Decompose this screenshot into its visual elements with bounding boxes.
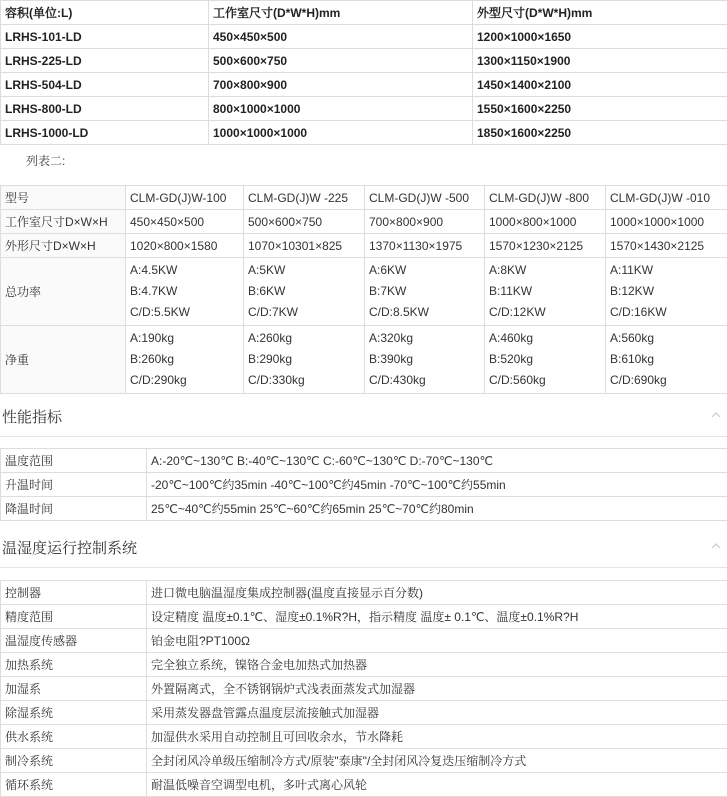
row-label: 控制器 xyxy=(1,581,147,605)
table-row xyxy=(1,677,727,701)
chevron-up-icon[interactable] xyxy=(711,541,721,551)
cell-line: B:11KW xyxy=(489,284,533,298)
performance-table xyxy=(0,448,727,521)
table-cell: 450×450×500 xyxy=(126,210,244,234)
cell-line: C/D:16KW xyxy=(610,305,667,319)
row-value: 耐温低噪音空调型电机，多叶式离心风轮 xyxy=(147,773,727,797)
cell-line: A:11KW xyxy=(610,263,654,277)
row-value: 进口微电脑温湿度集成控制器(温度直接显示百分数) xyxy=(147,581,727,605)
table-cell xyxy=(485,258,606,326)
row-label: 除湿系统 xyxy=(1,701,147,725)
table-cell: LRHS-101-LD xyxy=(1,25,209,49)
row-label: 总功率 xyxy=(1,258,126,326)
section-header-performance[interactable] xyxy=(0,396,727,437)
cell-line: A:190kg xyxy=(130,331,175,345)
cell-line: A:320kg xyxy=(369,331,414,345)
row-label: 循环系统 xyxy=(1,773,147,797)
control-system-table xyxy=(0,580,727,797)
table-row xyxy=(1,234,727,258)
cell-line: A:6KW xyxy=(369,263,407,277)
table-cell: CLM-GD(J)W-100 xyxy=(126,186,244,210)
row-label: 型号 xyxy=(1,186,126,210)
table-row xyxy=(1,258,727,326)
table-row xyxy=(1,629,727,653)
row-label: 加热系统 xyxy=(1,653,147,677)
table-cell: 1200×1000×1650 xyxy=(473,25,727,49)
table-cell: CLM-GD(J)W -500 xyxy=(365,186,485,210)
cell-line: A:560kg xyxy=(610,331,655,345)
table-row xyxy=(1,73,727,97)
table-row xyxy=(1,473,727,497)
table-row xyxy=(1,186,727,210)
row-value: 加湿供水采用自动控制且可回收余水，节水降耗 xyxy=(147,725,727,749)
section-title: 温湿度运行控制系统 xyxy=(2,540,138,557)
cell-line: A:8KW xyxy=(489,263,527,277)
row-value: 25℃~40℃约55min 25℃~60℃约65min 25℃~70℃约80min xyxy=(147,497,727,521)
table-row xyxy=(1,653,727,677)
table-cell: 1450×1400×2100 xyxy=(473,73,727,97)
cell-line: A:260kg xyxy=(248,331,293,345)
table-row xyxy=(1,605,727,629)
table-cell: 700×800×900 xyxy=(209,73,473,97)
row-label: 温度范围 xyxy=(1,449,147,473)
section-title: 性能指标 xyxy=(2,409,63,426)
cell-line: C/D:7KW xyxy=(248,305,299,319)
table-cell: 1000×800×1000 xyxy=(485,210,606,234)
table-row xyxy=(1,210,727,234)
header-cell: 容积(单位:L) xyxy=(1,1,209,25)
cell-line: C/D:12KW xyxy=(489,305,546,319)
cell-line: B:610kg xyxy=(610,352,655,366)
table-cell xyxy=(126,258,244,326)
row-label: 升温时间 xyxy=(1,473,147,497)
row-label: 外形尺寸D×W×H xyxy=(1,234,126,258)
header-cell: 工作室尺寸(D*W*H)mm xyxy=(209,1,473,25)
table-cell xyxy=(244,258,365,326)
cell-line: B:290kg xyxy=(248,352,293,366)
table-cell: 1570×1430×2125 xyxy=(606,234,727,258)
table-cell: 1020×800×1580 xyxy=(126,234,244,258)
table-cell: 800×1000×1000 xyxy=(209,97,473,121)
table-row xyxy=(1,326,727,394)
cell-line: A:4.5KW xyxy=(130,263,178,277)
table-cell xyxy=(606,326,727,394)
row-value: 全封闭风冷单级压缩制冷方式/原装"泰康"/全封闭风冷复迭压缩制冷方式 xyxy=(147,749,727,773)
table-cell xyxy=(126,326,244,394)
cell-line: B:7KW xyxy=(369,284,407,298)
table-cell: 1570×1230×2125 xyxy=(485,234,606,258)
row-value: 铂金电阻?PT100Ω xyxy=(147,629,727,653)
chevron-up-icon[interactable] xyxy=(711,410,721,420)
table-cell: CLM-GD(J)W -225 xyxy=(244,186,365,210)
cell-line: B:4.7KW xyxy=(130,284,178,298)
cell-line: C/D:5.5KW xyxy=(130,305,191,319)
table-row xyxy=(1,773,727,797)
header-cell: 外型尺寸(D*W*H)mm xyxy=(473,1,727,25)
section-header-control-system[interactable] xyxy=(0,527,727,568)
table-cell: 1370×1130×1975 xyxy=(365,234,485,258)
cell-line: B:6KW xyxy=(248,284,286,298)
spec-table xyxy=(0,185,727,394)
table-cell: 700×800×900 xyxy=(365,210,485,234)
table-cell: LRHS-1000-LD xyxy=(1,121,209,145)
row-label: 供水系统 xyxy=(1,725,147,749)
cell-line: B:520kg xyxy=(489,352,534,366)
table-row xyxy=(1,449,727,473)
row-value: A:-20℃~130℃ B:-40℃~130℃ C:-60℃~130℃ D:-70℃~130℃ xyxy=(147,449,727,473)
cell-line: B:260kg xyxy=(130,352,175,366)
table-cell: LRHS-504-LD xyxy=(1,73,209,97)
cell-line: C/D:690kg xyxy=(610,373,667,387)
table-row xyxy=(1,701,727,725)
cell-line: C/D:560kg xyxy=(489,373,546,387)
row-value: -20℃~100℃约35min -40℃~100℃约45min -70℃~100℃约55min xyxy=(147,473,727,497)
capacity-table xyxy=(0,0,727,145)
table-cell xyxy=(365,326,485,394)
table-cell: 1850×1600×2250 xyxy=(473,121,727,145)
cell-line: B:390kg xyxy=(369,352,414,366)
row-value: 外置隔离式，全不锈钢锅炉式浅表面蒸发式加湿器 xyxy=(147,677,727,701)
table-cell: 450×450×500 xyxy=(209,25,473,49)
table-cell: 500×600×750 xyxy=(244,210,365,234)
table-cell xyxy=(485,326,606,394)
table-row xyxy=(1,725,727,749)
table-cell: 1070×10301×825 xyxy=(244,234,365,258)
table-cell xyxy=(244,326,365,394)
table-cell: LRHS-800-LD xyxy=(1,97,209,121)
list-caption: 列表二: xyxy=(26,154,66,168)
table-row xyxy=(1,25,727,49)
row-value: 采用蒸发器盘管露点温度层流接触式加湿器 xyxy=(147,701,727,725)
table-cell xyxy=(606,258,727,326)
table-row xyxy=(1,97,727,121)
cell-line: C/D:430kg xyxy=(369,373,426,387)
cell-line: A:5KW xyxy=(248,263,286,277)
table-row xyxy=(1,121,727,145)
row-label: 精度范围 xyxy=(1,605,147,629)
table-cell: CLM-GD(J)W -010 xyxy=(606,186,727,210)
cell-line: C/D:8.5KW xyxy=(369,305,430,319)
cell-line: C/D:290kg xyxy=(130,373,187,387)
table-row xyxy=(1,49,727,73)
table-row xyxy=(1,749,727,773)
table-row xyxy=(1,497,727,521)
table-cell: 1300×1150×1900 xyxy=(473,49,727,73)
cell-line: B:12KW xyxy=(610,284,655,298)
row-label: 工作室尺寸D×W×H xyxy=(1,210,126,234)
table-cell: 1550×1600×2250 xyxy=(473,97,727,121)
table-cell: 1000×1000×1000 xyxy=(606,210,727,234)
row-value: 设定精度 温度±0.1℃、湿度±0.1%R?H，指示精度 温度± 0.1℃、温度±0.1%R?H xyxy=(147,605,727,629)
row-label: 加湿系 xyxy=(1,677,147,701)
table-cell: LRHS-225-LD xyxy=(1,49,209,73)
cell-line: C/D:330kg xyxy=(248,373,305,387)
row-value: 完全独立系统，镍铬合金电加热式加热器 xyxy=(147,653,727,677)
row-label: 净重 xyxy=(1,326,126,394)
table-cell xyxy=(365,258,485,326)
row-label: 降温时间 xyxy=(1,497,147,521)
table-cell: 500×600×750 xyxy=(209,49,473,73)
table-cell: 1000×1000×1000 xyxy=(209,121,473,145)
table-row xyxy=(1,581,727,605)
table-cell: CLM-GD(J)W -800 xyxy=(485,186,606,210)
table-header-row xyxy=(1,1,727,25)
row-label: 制冷系统 xyxy=(1,749,147,773)
row-label: 温湿度传感器 xyxy=(1,629,147,653)
cell-line: A:460kg xyxy=(489,331,534,345)
